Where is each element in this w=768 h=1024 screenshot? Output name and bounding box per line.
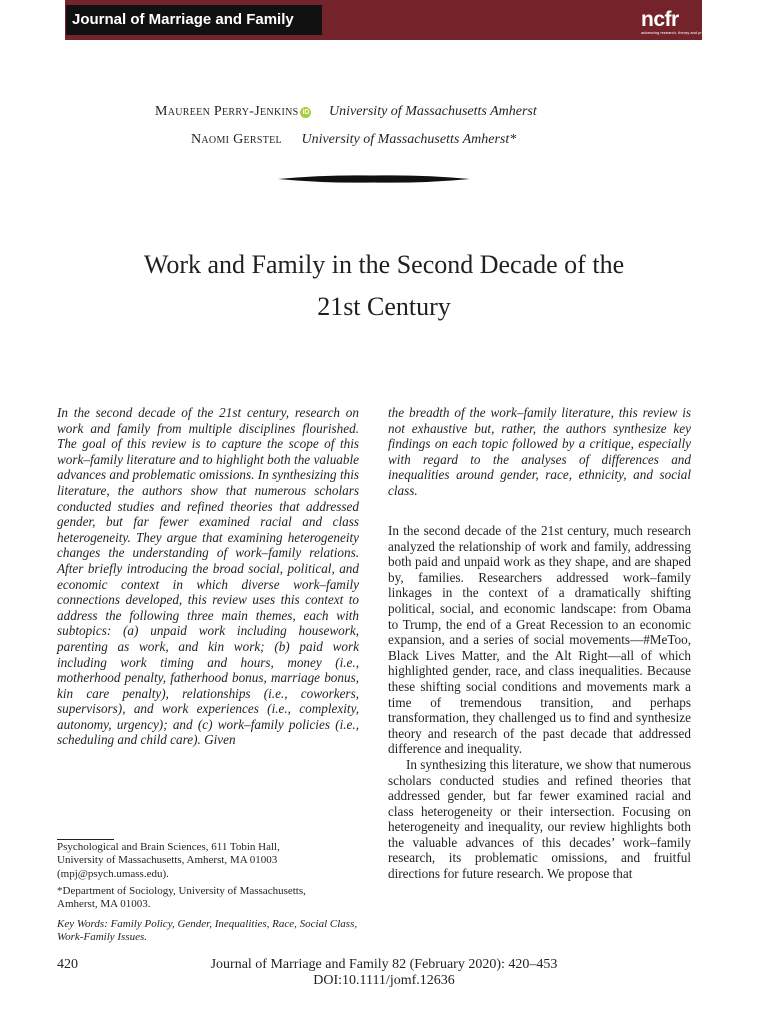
doi[interactable]: DOI:10.1111/jomf.12636 [313,973,455,988]
author-affiliation: University of Massachusetts Amherst* [301,132,517,147]
author-name: Maureen Perry-Jenkins [155,104,299,119]
ncfr-logo [641,8,713,40]
author-affiliation: University of Massachusetts Amherst [328,104,537,119]
author-1 [155,104,537,120]
keywords: Key Words: Family Policy, Gender, Inequalities, Race, Social Class, Work-Family Issues. [57,918,358,944]
author-address-1: Psychological and Brain Sciences, 611 Tobin Hall, University of Massachusetts, Amherst, MA 01003 (mpj@psych.umass.edu). [57,841,280,880]
journal-citation: Journal of Marriage and Family 82 (February 2020): 420–453 [210,957,558,972]
article-title-line-2: 21st Century [317,292,451,321]
logo-word: ncfr [641,8,679,31]
logo-tagline: advancing research, theory and practice [641,30,713,35]
body-paragraph: In the second decade of the 21st century, much research analyzed the relationship of work and family, addressing both paid and unpaid work as they shape, and are shaped by, families. Researchers addressed work–family linkages in the context of a dramatically shifting political, social, and economic landscape: from Obama to Trump, the end of a Great Recession to an economic expansion, and a series of social movements—#MeToo, Black Lives Matter, and the Alt Right—all of which highlighted gender, race, and class inequalities. Because these shifting social conditions and movements mark a time of tremendous transition, and perhaps transformation, they challenged us to find and synthesize theory and research of the past decade that addressed difference and inequality. [388,523,691,757]
journal-name: Journal of Marriage and Family [66,5,322,35]
abstract-right-column: the breadth of the work–family literature, this review is not exhaustive but, rather, the authors synthesize key findings on each topic followed by a critique, especially with regard to the analyses of differences and inequalities around gender, race, ethnicity, and social class. [388,405,691,498]
author-2 [191,132,516,148]
author-name: Naomi Gerstel [191,132,282,147]
title-ornament [278,174,470,184]
footnote-rule [57,839,114,840]
article-title-line-1: Work and Family in the Second Decade of the [143,250,625,279]
body-text [388,523,691,882]
author-address-2: *Department of Sociology, University of Massachusetts, Amherst, MA 01003. [57,885,306,911]
abstract-left-column: In the second decade of the 21st century, research on work and family from multiple disciplines flourished. The goal of this review is to capture the scope of this work–family literature and to highlight both the valuable advances and problematic omissions. In synthesizing this literature, the authors show that numerous scholars conducted studies and refined theories that addressed gender, but far fewer examined racial and class heterogeneity. They argue that examining heterogeneity changes the understanding of work–family relations. After briefly introducing the broad social, political, and economic context in which diverse work–family connections developed, this review uses this context to address the following three main themes, each with subtopics: (a) unpaid work including housework, parenting as work, and kin work; (b) paid work including work timing and hours, money (i.e., motherhood penalty, fatherhood bonus, marriage bonus, kin care penalty), relationships (i.e., coworkers, supervisors), and work experiences (i.e., complexity, autonomy, urgency); and (c) work–family policies (i.e., scheduling and child care). Given [57,405,359,748]
page-number: 420 [57,957,78,972]
body-paragraph: In synthesizing this literature, we show that numerous scholars conducted studies and refined theories that addressed gender, but far fewer examined racial and class heterogeneity or their intersection. Focusing on heterogeneity and inequality, our review highlights both the valuable advances of this decades’ work–family research, its problematic omissions, and fruitful directions for future research. We propose that [388,756,691,882]
orcid-icon[interactable]: iD [302,109,310,116]
